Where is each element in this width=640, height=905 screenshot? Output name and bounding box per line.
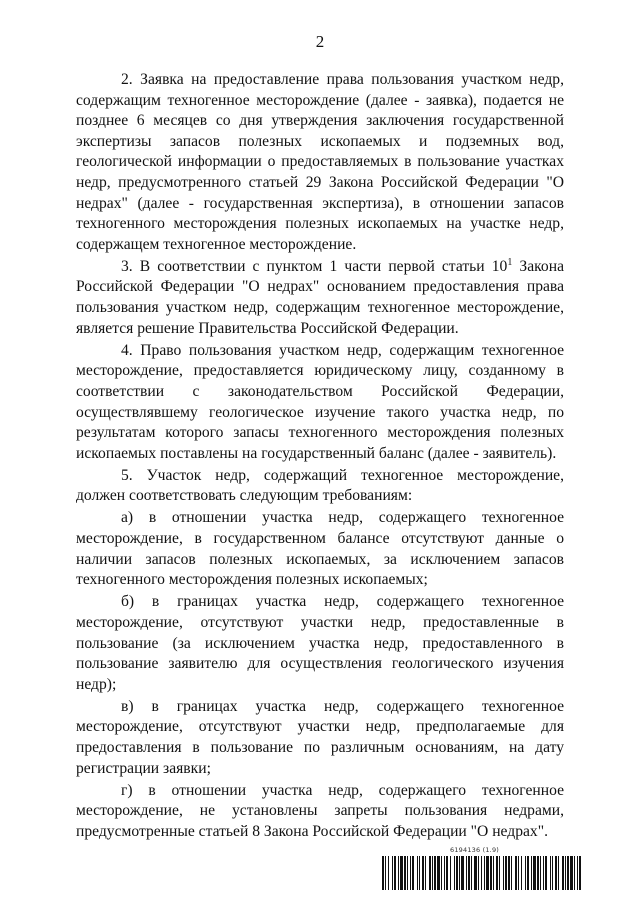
paragraph-5-item-v: в) в границах участка недр, содержащего техногенное месторождение, отсутствуют участки недр, предполагаемые для предоставления в пользование по различным основаниям, на дату регистрации заявки; xyxy=(76,697,564,777)
barcode-bar xyxy=(540,856,541,890)
barcode-bar xyxy=(505,856,507,890)
document-body xyxy=(76,70,564,844)
barcode-bar xyxy=(486,856,489,890)
barcode-bar xyxy=(537,856,539,890)
barcode-bar xyxy=(419,856,420,890)
barcode-bar xyxy=(574,856,575,890)
barcode-bar xyxy=(570,856,573,890)
barcode-bar xyxy=(490,856,492,890)
barcode-bar xyxy=(410,856,411,890)
barcode-image xyxy=(382,856,582,890)
barcode-bar xyxy=(525,856,526,890)
barcode-bar xyxy=(422,856,424,890)
barcode-bar xyxy=(444,856,445,890)
barcode-bar xyxy=(468,856,470,890)
paragraph-5-item-g: г) в отношении участка недр, содержащего техногенное месторождение, не установлены запреты пользования недрами, предусмотренные статьей 8 Закона Российской Федерации "О недрах". xyxy=(76,781,564,840)
barcode-bar xyxy=(437,856,440,890)
paragraph-3-text-start: 3. В соответствии с пунктом 1 части первой статьи 10 xyxy=(121,257,508,275)
barcode-bar xyxy=(454,856,455,890)
paragraph-4: 4. Право пользования участком недр, содержащим техногенное месторождение, предоставляется юридическому лицу, созданному в соответствии с законодательством Российской Федерации, осуществлявшему геологическое изучение такого участка недр, по результатам которого запасы техногенного месторождения полезных ископаемых поставлены на государственный баланс (далее - заявитель). xyxy=(76,341,564,462)
barcode-bar xyxy=(496,856,498,890)
barcode-bar xyxy=(481,856,482,890)
paragraph-3-superscript: 1 xyxy=(507,256,513,268)
barcode-bar xyxy=(394,856,396,890)
barcode-bar xyxy=(552,856,553,890)
barcode-bar xyxy=(543,856,544,890)
barcode-bar xyxy=(388,856,389,890)
barcode-bar xyxy=(398,856,399,890)
barcode-bar xyxy=(459,856,460,890)
barcode-bar xyxy=(555,856,557,890)
barcode-bar xyxy=(478,856,479,890)
barcode-bar xyxy=(562,856,564,890)
barcode-bar xyxy=(450,856,451,890)
barcode-bar xyxy=(503,856,504,890)
barcode-bar xyxy=(521,856,522,890)
barcode-bar xyxy=(456,856,458,890)
barcode-bar xyxy=(545,856,547,890)
barcode-bar xyxy=(567,856,569,890)
barcode-bar xyxy=(404,856,406,890)
paragraph-3-text-end: Закона Российской Федерации "О недрах" основанием предоставления права пользования участком недр, содержащим техногенное месторождение, является решение Правительства Российской Федерации. xyxy=(76,257,564,337)
barcode-bar xyxy=(392,856,393,890)
barcode-bar xyxy=(400,856,403,890)
paragraph-5-item-b: б) в границах участка недр, содержащего техногенное месторождение, отсутствуют участки недр, предоставленные в пользование (за исключением участка недр, предоставленного в пользование заявителю для осуществления геологического изучения недр); xyxy=(76,593,564,693)
paragraph-3 xyxy=(76,257,564,339)
barcode-bar xyxy=(531,856,532,890)
barcode-bar xyxy=(461,856,464,890)
barcode-bar xyxy=(499,856,500,890)
document-barcode xyxy=(382,846,582,890)
barcode-bar xyxy=(412,856,414,890)
barcode-bar xyxy=(518,856,519,890)
paragraph-5-item-a: а) в отношении участка недр, содержащего техногенное месторождение, в государственном балансе отсутствуют данные о наличии запасов полезных ископаемых, за исключением запасов техногенного месторождения полезных ископаемых; xyxy=(76,509,564,589)
barcode-bar xyxy=(533,856,536,890)
barcode-bar xyxy=(558,856,559,890)
barcode-bar xyxy=(441,856,442,890)
barcode-bar xyxy=(511,856,512,890)
barcode-bar xyxy=(429,856,431,890)
barcode-bar xyxy=(474,856,477,890)
barcode-bar xyxy=(466,856,467,890)
barcode-bar xyxy=(577,856,578,890)
barcode-bar xyxy=(527,856,529,890)
paragraph-2: 2. Заявка на предоставление права пользования участком недр, содержащим техногенное месторождение (далее - заявка), подается не позднее 6 месяцев со дня утверждения заключения государственной экспертизы запасов полезных ископаемых и подземных вод, геологической информации о предоставляемых в пользование участках недр, предусмотренного статьей 29 Закона Российской Федерации "О недрах" (далее - государственная экспертиза), в отношении запасов техногенного месторождения полезных ископаемых на участке недр, содержащем техногенное месторождение. xyxy=(76,71,564,253)
barcode-bar xyxy=(425,856,426,890)
barcode-bar xyxy=(432,856,433,890)
barcode-bar xyxy=(508,856,510,890)
paragraph-5: 5. Участок недр, содержащий техногенное месторождение, должен соответствовать следующим требованиям: xyxy=(76,466,564,505)
barcode-bar xyxy=(382,856,384,890)
barcode-bar xyxy=(565,856,566,890)
barcode-label: 6194136 (1.9) xyxy=(450,846,500,854)
barcode-bar xyxy=(493,856,494,890)
barcode-bar xyxy=(407,856,408,890)
barcode-bar xyxy=(385,856,386,890)
barcode-bar xyxy=(579,856,581,890)
barcode-bar xyxy=(434,856,436,890)
page-number: 2 xyxy=(315,32,325,51)
barcode-bar xyxy=(446,856,448,890)
barcode-bar xyxy=(484,856,485,890)
barcode-bar xyxy=(515,856,517,890)
barcode-bar xyxy=(417,856,418,890)
barcode-bar xyxy=(550,856,551,890)
barcode-bar xyxy=(471,856,472,890)
